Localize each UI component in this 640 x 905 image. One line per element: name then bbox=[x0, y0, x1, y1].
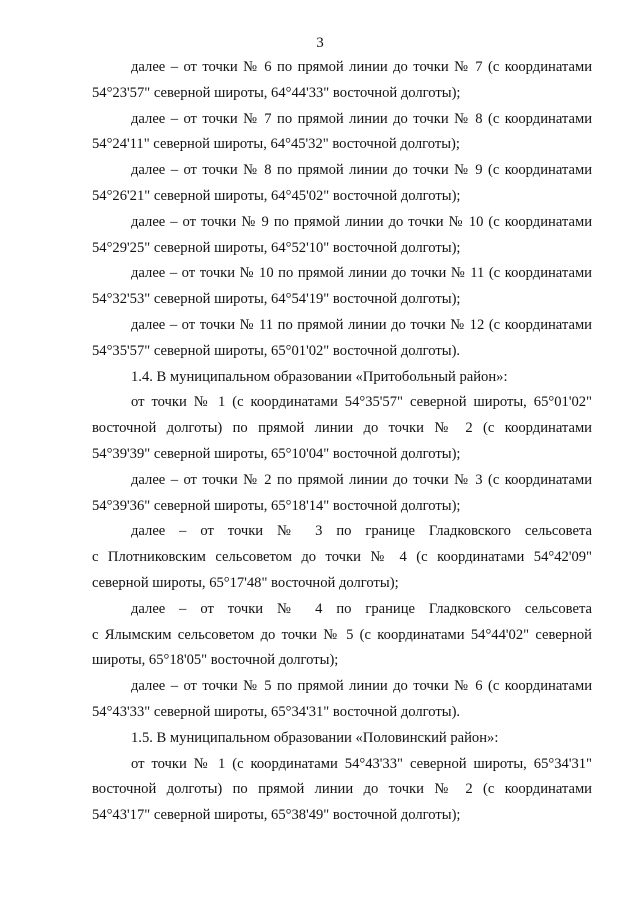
document-body bbox=[92, 55, 592, 829]
paragraph bbox=[92, 597, 592, 674]
text-line: от точки № 1 (с координатами 54°35'57" северной широты, 65°01'02" bbox=[131, 394, 592, 411]
text-line: широты, 65°18'05" восточной долготы); bbox=[92, 652, 339, 669]
text-line: от точки № 1 (с координатами 54°43'33" северной широты, 65°34'31" bbox=[131, 755, 592, 772]
paragraph bbox=[92, 107, 592, 159]
text-line: далее – от точки № 8 по прямой линии до точки № 9 (с координатами bbox=[131, 162, 592, 179]
text-line: 54°29'25" северной широты, 64°52'10" восточной долготы); bbox=[92, 239, 461, 256]
paragraph bbox=[92, 210, 592, 262]
text-line: далее – от точки № 6 по прямой линии до точки № 7 (с координатами bbox=[131, 59, 592, 75]
text-line: далее – от точки № 5 по прямой линии до точки № 6 (с координатами bbox=[131, 678, 592, 695]
paragraph bbox=[92, 313, 592, 365]
text-line: далее – от точки № 7 по прямой линии до точки № 8 (с координатами bbox=[131, 110, 592, 127]
paragraph bbox=[92, 55, 592, 107]
paragraph bbox=[92, 519, 592, 596]
page-number: 3 bbox=[316, 35, 324, 51]
text-line: далее – от точки № 11 по прямой линии до точки № 12 (с координатами bbox=[131, 316, 592, 333]
text-line: 54°43'33" северной широты, 65°34'31" восточной долготы). bbox=[92, 703, 461, 720]
text-line: 54°39'39" северной широты, 65°10'04" восточной долготы); bbox=[92, 445, 461, 462]
paragraph bbox=[92, 158, 592, 210]
text-line: 1.4. В муниципальном образовании «Притобольный район»: bbox=[131, 368, 508, 385]
text-line: с Плотниковским сельсоветом до точки № 4 (с координатами 54°42'09" bbox=[92, 549, 592, 566]
paragraph bbox=[92, 390, 592, 467]
text-line: 54°32'53" северной широты, 64°54'19" восточной долготы); bbox=[92, 291, 461, 308]
paragraph bbox=[92, 752, 592, 829]
text-line: далее – от точки № 10 по прямой линии до точки № 11 (с координатами bbox=[131, 265, 592, 282]
text-line: 54°26'21" северной широты, 64°45'02" восточной долготы); bbox=[92, 187, 461, 204]
text-line: восточной долготы) по прямой линии до точки № 2 (с координатами bbox=[92, 420, 592, 437]
text-line: 54°35'57" северной широты, 65°01'02" восточной долготы). bbox=[92, 342, 461, 359]
text-line: 54°43'17" северной широты, 65°38'49" восточной долготы); bbox=[92, 807, 461, 824]
text-line: 54°24'11" северной широты, 64°45'32" восточной долготы); bbox=[92, 136, 460, 153]
text-line: далее – от точки № 2 по прямой линии до точки № 3 (с координатами bbox=[131, 471, 592, 488]
paragraph bbox=[92, 365, 592, 391]
text-line: 54°23'57" северной широты, 64°44'33" восточной долготы); bbox=[92, 84, 461, 101]
text-line: с Ялымским сельсоветом до точки № 5 (с координатами 54°44'02" северной bbox=[92, 626, 592, 643]
text-line: далее – от точки № 9 по прямой линии до точки № 10 (с координатами bbox=[131, 213, 592, 230]
paragraph bbox=[92, 261, 592, 313]
paragraph bbox=[92, 468, 592, 520]
text-line: 1.5. В муниципальном образовании «Половинский район»: bbox=[131, 729, 499, 746]
paragraph bbox=[92, 674, 592, 726]
paragraph bbox=[92, 726, 592, 752]
text-line: 54°39'36" северной широты, 65°18'14" восточной долготы); bbox=[92, 497, 461, 514]
text-line: северной широты, 65°17'48" восточной долготы); bbox=[92, 574, 399, 591]
text-line: восточной долготы) по прямой линии до точки № 2 (с координатами bbox=[92, 781, 592, 798]
text-line: далее – от точки № 4 по границе Гладковского сельсовета bbox=[131, 600, 592, 617]
text-line: далее – от точки № 3 по границе Гладковского сельсовета bbox=[131, 523, 592, 540]
